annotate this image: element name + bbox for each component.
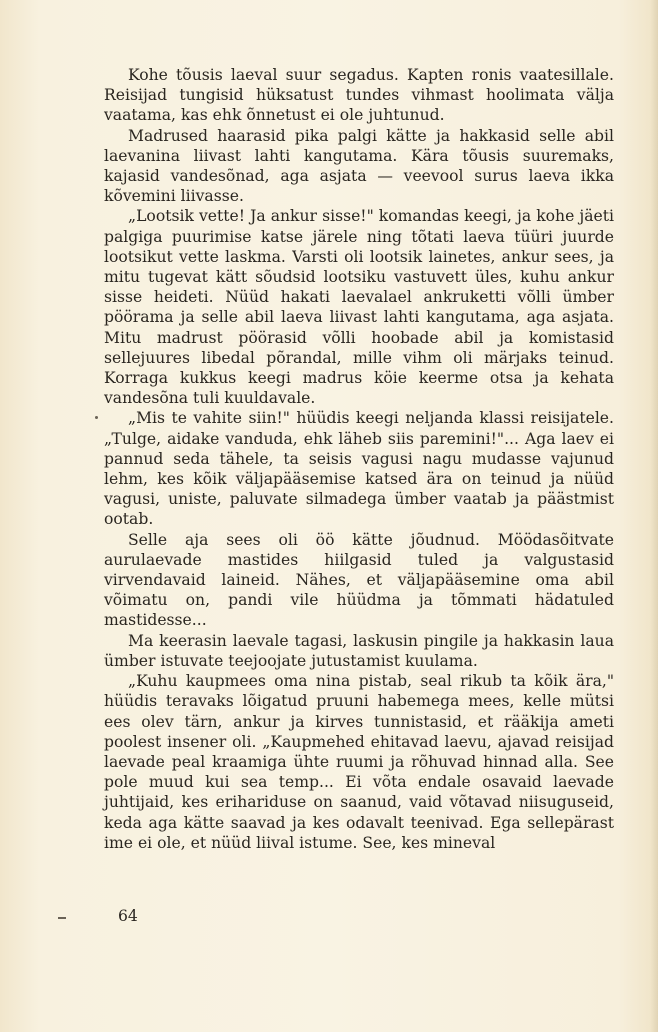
paragraph: „Mis te vahite siin!" hüüdis keegi neljanda klassi reisijatele. „Tulge, aidake vanduda, ehk läheb siis paremini!"... Aga laev ei pannud seda tähele, ta seisis vagusi nagu mudasse vajunud lehm, kes kõik väljapääsemise katsed ära on teinud ja nüüd vagusi, uniste, paluvate silmadega ümber vaatab ja päästmist ootab.	[104, 409, 614, 529]
paragraph: „Lootsik vette! Ja ankur sisse!" komandas keegi, ja kohe jäeti palgiga puurimise katse järele ning tõtati laeva tüüri juurde lootsikut vette laskma. Varsti oli lootsik lainetes, ankur sees, ja mitu tugevat kätt sõudsid lootsiku vastuvett üles, kuhu ankur sisse heideti. Nüüd hakati laevalael ankruketti võlli ümber pöörama ja selle abil laeva liivast lahti kangutama, aga asjata. Mitu madrust pöörasid võlli hoobade abil ja komistasid sellejuures libedal põrandal, mille vihm oli märjaks teinud. Korraga kukkus keegi madrus köie keerme otsa ja kehata vandesõna tuli kuuldavale.	[104, 207, 614, 408]
paragraph: Selle aja sees oli öö kätte jõudnud. Möödasõitvate aurulaevade mastides hiilgasid tuled ja valgustasid virvendavaid laineid. Nähes, et väljapääsemine oma abil võimatu on, pandi vile hüüdma ja tõmmati hädatuled mastidesse...	[104, 530, 614, 630]
page-edge-shadow	[650, 0, 658, 1032]
page-number: 64	[118, 907, 138, 925]
body-text	[104, 65, 614, 853]
paragraph: „Kuhu kaupmees oma nina pistab, seal rikub ta kõik ära," hüüdis teravaks lõigatud pruuni habemega mees, kelle mütsi ees olev tärn, ankur ja kirves tunnistasid, et rääkija ameti poolest insener oli. „Kaupmehed ehitavad laevu, ajavad reisijad laevade peal kraamiga ühte ruumi ja rõhuvad hinnad alla. See pole muud kui sea temp... Ei võta endale osavaid laevade juhtijaid, kes eriharidusе on saanud, vaid võtavad niisuguseid, keda aga kätte saavad ja kes odavalt teenivad. Ega sellepärast ime ei ole, et nüüd liival istume. See, kes mineval	[104, 672, 614, 852]
margin-dash	[58, 917, 66, 919]
paragraph: Madrused haarasid pika palgi kätte ja hakkasid selle abil laevanina liivast lahti kangutama. Kära tõusis suuremaks, kajasid vandesõnad, aga asjata — veevool surus laeva ikka kõvemini liivasse.	[104, 126, 614, 206]
margin-dot	[95, 416, 98, 419]
paragraph: Kohe tõusis laeval suur segadus. Kapten ronis vaatesillale. Reisijad tungisid hüksatust tundes vihmast hoolimata välja vaatama, kas ehk õnnetust ei ole juhtunud.	[104, 66, 614, 125]
paragraph: Ma keerasin laevale tagasi, laskusin pingile ja hakkasin laua ümber istuvate teejoojate jutustamist kuulama.	[104, 631, 614, 670]
